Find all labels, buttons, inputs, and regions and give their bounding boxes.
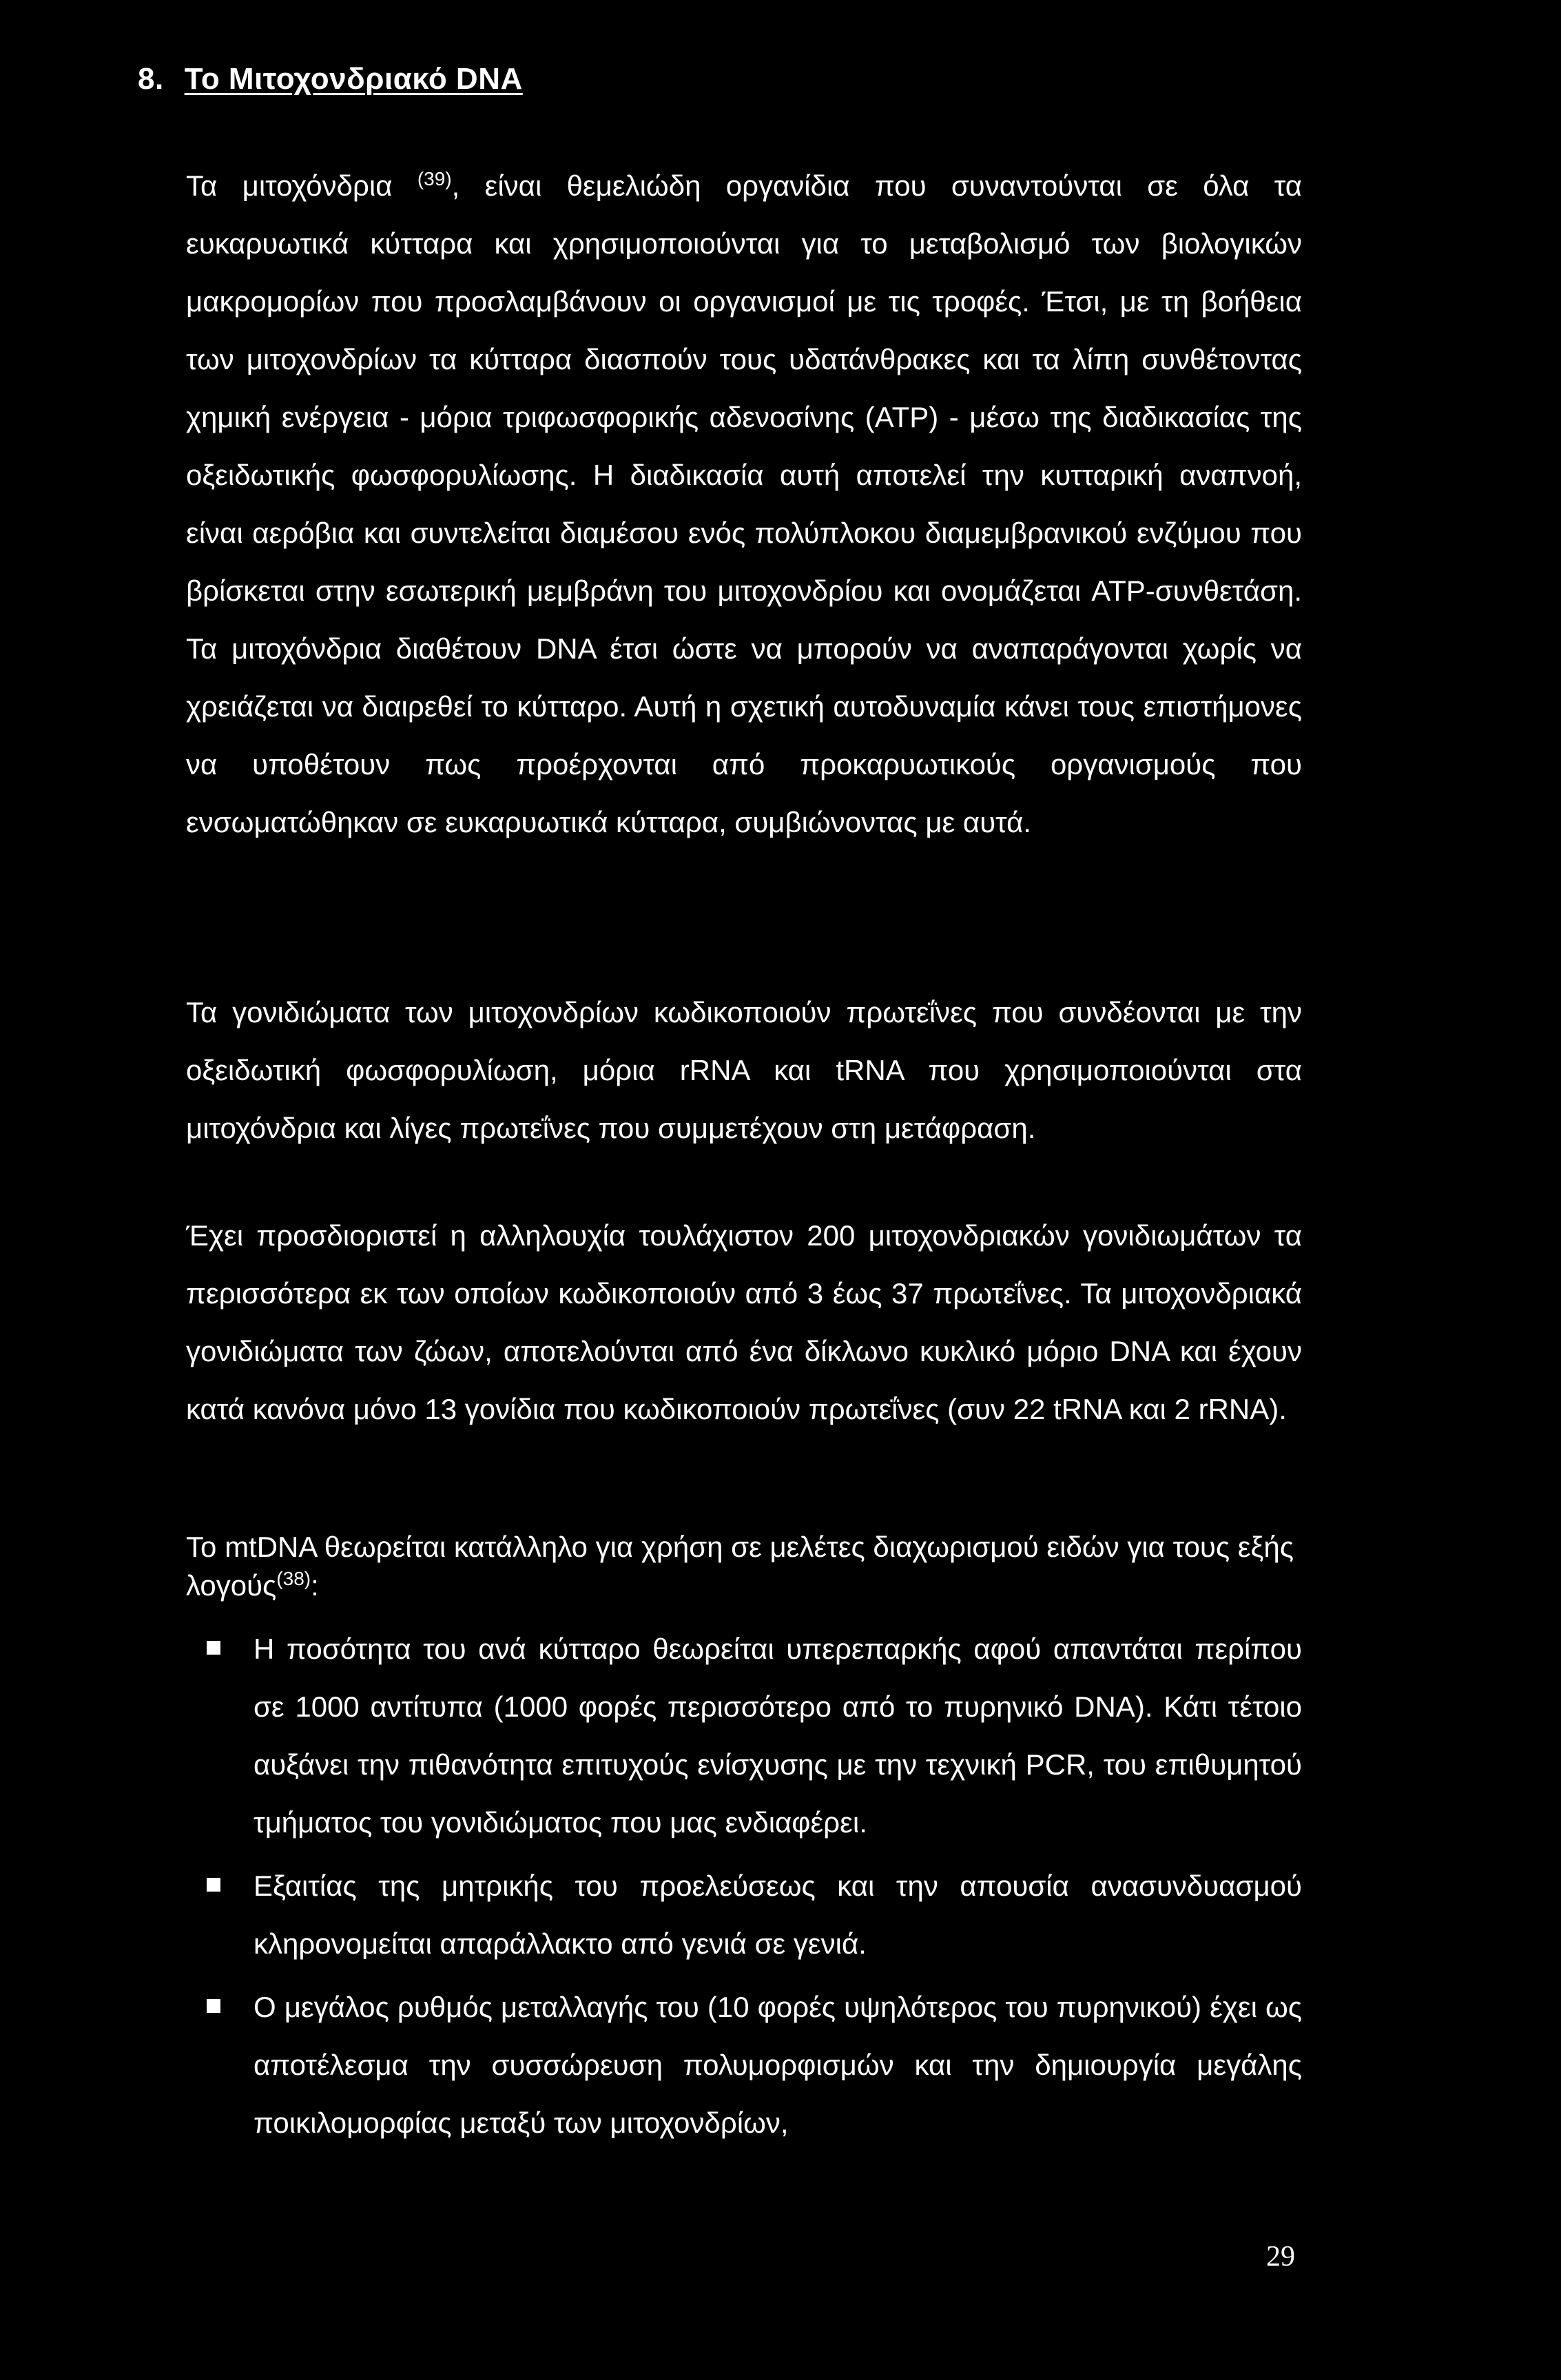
citation-39: (39) (417, 168, 452, 189)
section-number: 8. (138, 62, 164, 96)
page-number: 29 (1266, 2241, 1295, 2273)
count-text: Έχει προσδιοριστεί η αλληλουχία τουλάχιστον 200 μιτοχονδριακών γονιδιωμάτων τα περισσότερα εκ των οποίων κωδικοποιούν από 3 έως 37 πρωτεΐνες. Τα μιτοχονδριακά γονιδιώματα των ζώων, αποτελούνται από ένα δίκλωνο κυκλικό μόριο DNA και έχουν κατά κανόνα μόνο 13 γονίδια που κωδικοποιούν πρωτεΐνες (συν 22 tRNA και 2 rRNA). (186, 1219, 1302, 1425)
section-title: Το Μιτοχονδριακό DNA (184, 62, 523, 96)
list-item-text: Εξαιτίας της μητρικής του προελεύσεως και την απουσία ανασυνδυασμού κληρονομείται απαράλλακτο από γενιά σε γενιά. (254, 1870, 1302, 1960)
lead-colon: : (311, 1569, 319, 1602)
paragraph-intro (186, 157, 1302, 851)
square-bullet-icon (207, 1878, 220, 1892)
list-item (207, 1857, 1302, 1973)
intro-text-rest: , είναι θεμελιώδη οργανίδια που συναντούνται σε όλα τα ευκαρυωτικά κύτταρα και χρησιμοποιούνται για το μεταβολισμό των βιολογικών μακρομορίων που προσλαμβάνουν οι οργανισμοί με τις τροφές. Έτσι, με τη βοήθεια των μιτοχονδρίων τα κύτταρα διασπούν τους υδατάνθρακες και τα λίπη συνθέτοντας χημική ενέργεια - μόρια τριφωσφορικής αδενοσίνης (ATP) - μέσω της διαδικασίας της οξειδωτικής φωσφορυλίωσης. Η διαδικασία αυτή αποτελεί την κυτταρική αναπνοή, είναι αερόβια και συντελείται διαμέσου ενός πολύπλοκου διαμεμβρανικού ενζύμου που βρίσκεται στην εσωτερική μεμβράνη του μιτοχονδρίου και ονομάζεται ATP-συνθετάση. Τα μιτοχόνδρια διαθέτουν DNA έτσι ώστε να μπορούν να αναπαράγονται χωρίς να χρειάζεται να διαιρεθεί το κύτταρο. Αυτή η σχετική αυτοδυναμία κάνει τους επιστήμονες να υποθέτουν πως προέρχονται από προκαρυωτικούς οργανισμούς που ενσωματώθηκαν σε ευκαρυωτικά κύτταρα, συμβιώνοντας με αυτά. (186, 169, 1302, 838)
lead-text: Το mtDNA θεωρείται κατάλληλο για χρήση σε μελέτες διαχωρισμού ειδών για τους εξής λογούς (186, 1531, 1294, 1602)
reasons-list (207, 1620, 1302, 2152)
list-item-text: Η ποσότητα του ανά κύτταρο θεωρείται υπερεπαρκής αφού απαντάται περίπου σε 1000 αντίτυπα (1000 φορές περισσότερο από το πυρηνικό DNA). Κάτι τέτοιο αυξάνει την πιθανότητα επιτυχούς ενίσχυσης με την τεχνική PCR, του επιθυμητού τμήματος του γονιδιώματος που μας ενδιαφέρει. (254, 1633, 1302, 1839)
paragraph-genes (186, 984, 1302, 1157)
list-item (207, 1620, 1302, 1852)
square-bullet-icon (207, 1999, 220, 2013)
genes-text: Τα γονιδιώματα των μιτοχονδρίων κωδικοποιούν πρωτεΐνες που συνδέονται με την οξειδωτική φωσφορυλίωση, μόρια rRNA και tRNA που χρησιμοποιούνται στα μιτοχόνδρια και λίγες πρωτεΐνες που συμμετέχουν στη μετάφραση. (186, 996, 1302, 1144)
list-item (207, 1978, 1302, 2152)
citation-38: (38) (276, 1568, 311, 1589)
list-item-text: Ο μεγάλος ρυθμός μεταλλαγής του (10 φορές υψηλότερος του πυρηνικού) έχει ως αποτέλεσμα την συσσώρευση πολυμορφισμών και την δημιουργία μεγάλης ποικιλομορφίας μεταξύ των μιτοχονδρίων, (254, 1991, 1302, 2139)
lead-sentence (186, 1528, 1302, 1605)
section-heading (138, 62, 523, 96)
paragraph-genome-count (186, 1207, 1302, 1438)
intro-text-start: Τα μιτοχόνδρια (186, 169, 417, 202)
square-bullet-icon (207, 1641, 220, 1655)
